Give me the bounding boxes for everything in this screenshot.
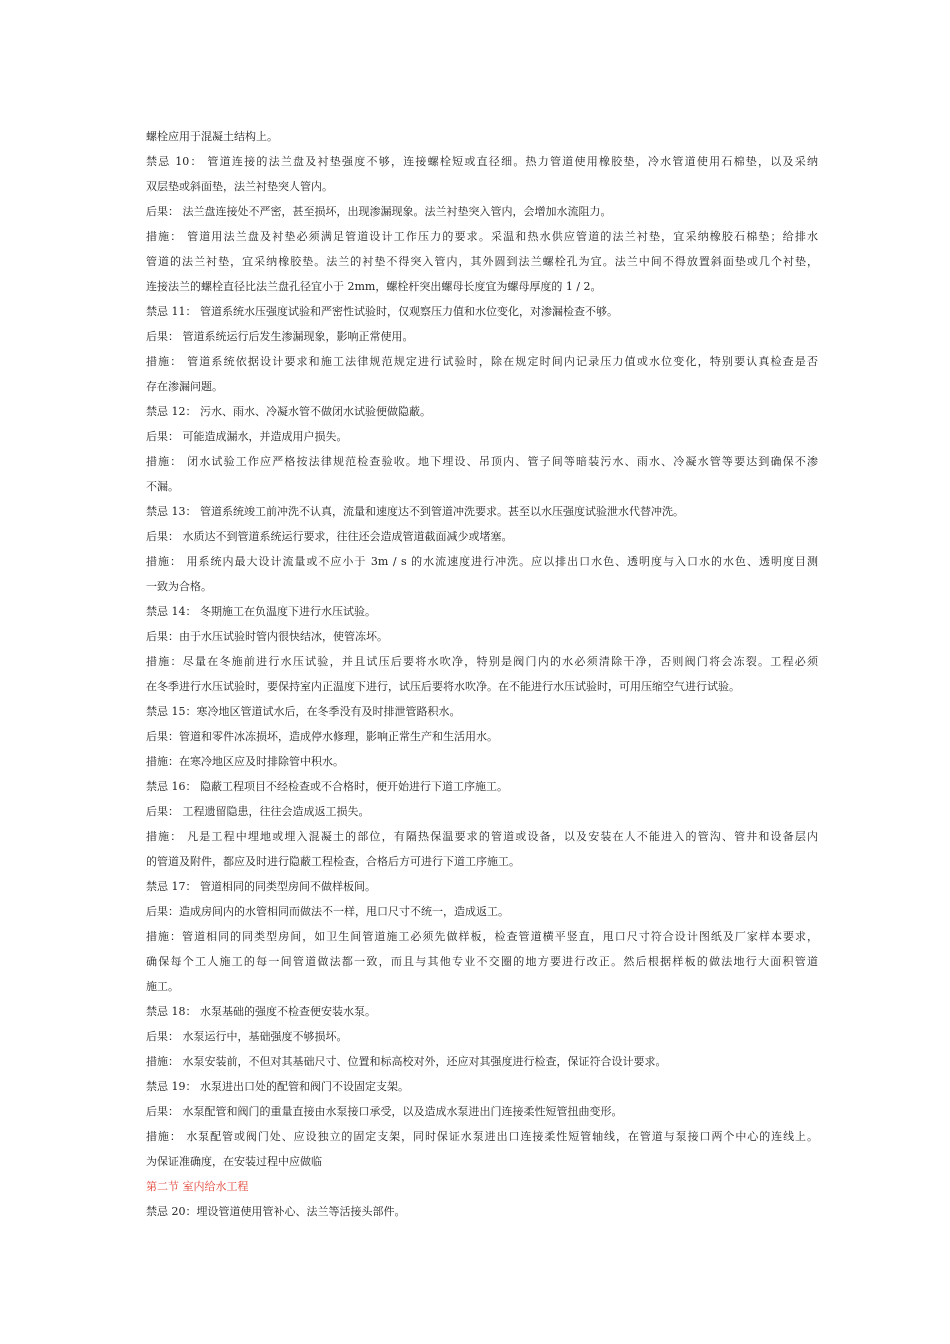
text-line: 后果： 法兰盘连接处不严密，甚至损坏，出现渗漏现象。法兰衬垫突入管内，会增加水流阻力。 — [146, 205, 612, 218]
text-line: 确保每个工人施工的每一间管道做法都一致，而且与其他专业不交圈的地方要进行改正。然后根据样板的做法地行大面积管道 — [146, 955, 818, 968]
text-line: 禁忌 19： 水泵进出口处的配管和阀门不设固定支架。 — [146, 1080, 409, 1093]
text-line: 措施： 闭水试验工作应严格按法律规范检查验收。地下埋设、吊顶内、管子间等暗装污水、雨水、冷凝水管等要达到确保不渗 — [146, 455, 818, 468]
text-line: 在冬季进行水压试验时，要保持室内正温度下进行，试压后要将水吹净。在不能进行水压试验时，可用压缩空气进行试验。 — [146, 680, 740, 693]
text-line: 的管道及附件，都应及时进行隐蔽工程检查，合格后方可进行下道工序施工。 — [146, 855, 520, 868]
text-line: 禁忌 20：埋设管道使用管补心、法兰等活接头部件。 — [146, 1205, 406, 1218]
section-heading: 第二节 室内给水工程 — [146, 1180, 249, 1193]
text-line: 禁忌 14： 冬期施工在负温度下进行水压试验。 — [146, 605, 376, 618]
text-line: 禁忌 13： 管道系统竣工前冲洗不认真，流量和速度达不到管道冲洗要求。甚至以水压强度试验泄水代替冲洗。 — [146, 505, 684, 518]
text-line: 后果： 水泵配管和阀门的重量直接由水泵接口承受，以及造成水泵进出门连接柔性短管扭曲变形。 — [146, 1105, 623, 1118]
text-line: 不漏。 — [146, 480, 179, 493]
text-line: 措施： 水泵配管或阀门处、应设独立的固定支架，同时保证水泵进出口连接柔性短管轴线，在管道与泵接口两个中心的连线上。 — [146, 1130, 818, 1143]
text-line: 措施： 管道系统依据设计要求和施工法律规范规定进行试验时，除在规定时间内记录压力值或水位变化，特别要认真检查是否 — [146, 355, 818, 368]
text-line: 措施：在寒冷地区应及时排除管中积水。 — [146, 755, 344, 768]
text-line: 禁忌 11： 管道系统水压强度试验和严密性试验时，仅观察压力值和水位变化，对渗漏检查不够。 — [146, 305, 618, 318]
text-line: 存在渗漏问题。 — [146, 380, 223, 393]
text-line: 禁忌 18： 水泵基础的强度不检查便安装水泵。 — [146, 1005, 376, 1018]
text-line: 后果： 工程遗留隐患，往往会造成返工损失。 — [146, 805, 370, 818]
document-body — [146, 124, 818, 1224]
text-line: 后果：由于水压试验时管内很快结冰，使管冻坏。 — [146, 630, 388, 643]
text-line: 措施： 凡是工程中埋地或埋入混凝土的部位，有隔热保温要求的管道或设备，以及安装在人不能进入的管沟、管井和设备层内 — [146, 830, 818, 843]
text-line: 双层垫或斜面垫，法兰衬垫突人管内。 — [146, 180, 333, 193]
text-line: 后果： 可能造成漏水，并造成用户损失。 — [146, 430, 348, 443]
text-line: 后果： 水泵运行中，基础强度不够损坏。 — [146, 1030, 348, 1043]
text-line: 禁忌 10： 管道连接的法兰盘及衬垫强度不够，连接螺栓短或直径细。热力管道使用橡胶垫，冷水管道使用石棉垫，以及采纳 — [146, 155, 818, 168]
text-line: 后果： 管道系统运行后发生渗漏现象，影响正常使用。 — [146, 330, 414, 343]
text-line: 一致为合格。 — [146, 580, 212, 593]
text-line: 措施： 用系统内最大设计流量或不应小于 3m / s 的水流速度进行冲洗。应以排出口水色、透明度与入口水的水色、透明度目测 — [146, 555, 818, 568]
text-line: 禁忌 12： 污水、雨水、冷凝水管不做闭水试验便做隐蔽。 — [146, 405, 431, 418]
text-line: 连接法兰的螺栓直径比法兰盘孔径宜小于 2mm，螺栓杆突出螺母长度宜为螺母厚度的 1 / 2。 — [146, 280, 602, 293]
text-line: 禁忌 17： 管道相同的同类型房间不做样板间。 — [146, 880, 376, 893]
text-line: 措施：尽量在冬施前进行水压试验，并且试压后要将水吹净，特别是阀门内的水必须清除干净，否则阀门将会冻裂。工程必须 — [146, 655, 818, 668]
text-line: 禁忌 16： 隐蔽工程项目不经检查或不合格时，便开始进行下道工序施工。 — [146, 780, 508, 793]
text-line: 后果： 水质达不到管道系统运行要求，往往还会造成管道截面减少或堵塞。 — [146, 530, 513, 543]
text-line: 禁忌 15：寒冷地区管道试水后，在冬季没有及时排泄管路积水。 — [146, 705, 461, 718]
text-line: 螺栓应用于混凝土结构上。 — [146, 130, 278, 143]
text-line: 施工。 — [146, 980, 179, 993]
text-line: 管道的法兰衬垫，宜采纳橡胶垫。法兰的衬垫不得突入管内，其外圆到法兰螺栓孔为宜。法兰中间不得放置斜面垫或几个衬垫， — [146, 255, 818, 268]
text-line: 后果：管道和零件冰冻损坏，造成停水修理，影响正常生产和生活用水。 — [146, 730, 498, 743]
text-line: 措施：管道相同的同类型房间，如卫生间管道施工必须先做样板，检查管道横平竖直，甩口尺寸符合设计图纸及厂家样本要求， — [146, 930, 818, 943]
text-line: 措施： 水泵安装前，不但对其基础尺寸、位置和标高校对外，还应对其强度进行检查，保证符合设计要求。 — [146, 1055, 667, 1068]
text-line: 措施： 管道用法兰盘及衬垫必须满足管道设计工作压力的要求。采温和热水供应管道的法兰衬垫，宜采纳橡胶石棉垫；给排水 — [146, 230, 818, 243]
text-line: 后果：造成房间内的水管相同而做法不一样，甩口尺寸不统一，造成返工。 — [146, 905, 509, 918]
text-line: 为保证准确度，在安装过程中应做临 — [146, 1155, 322, 1168]
